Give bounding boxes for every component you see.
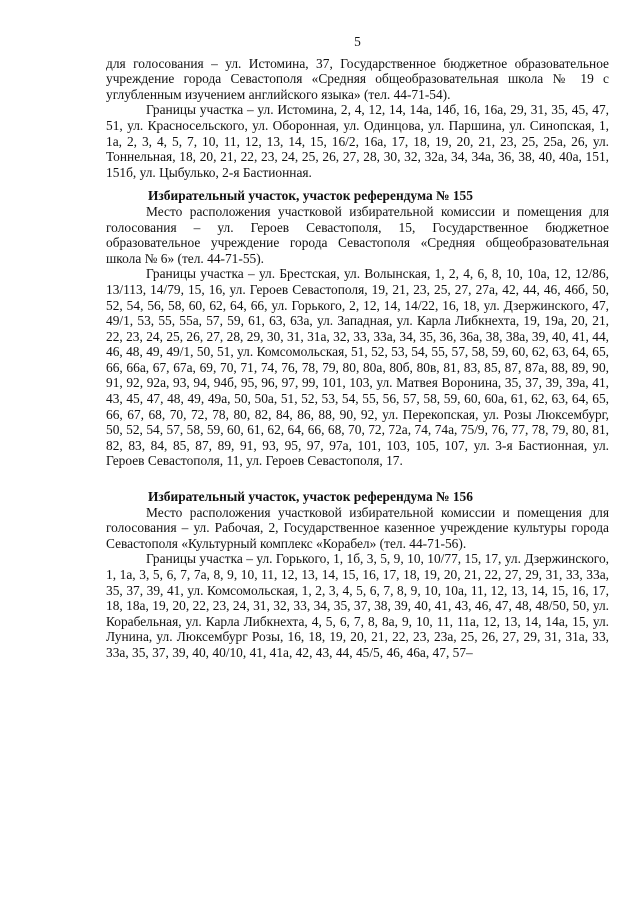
section-155-location-paragraph: Место расположения участковой избирательной комиссии и помещения для голосования – ул. Героев Севастополя, 15, Государственное бюджетное образовательное учреждение города Севастополя «Средняя общеобразовательная школа № 6» (тел. 44-71-55). bbox=[106, 203, 609, 266]
spacer bbox=[106, 469, 609, 489]
section-heading-156: Избирательный участок, участок референдума № 156 bbox=[148, 489, 473, 505]
section-156-boundaries-paragraph: Границы участка – ул. Горького, 1, 1б, 3, 5, 9, 10, 10/77, 15, 17, ул. Дзержинского, 1, 1а, 3, 5, 6, 7, 7а, 8, 9, 10, 11, 12, 13, 14, 15, 16, 17, 18, 19, 20, 21, 22, 27, 29, 31, 33, 33а, 35, 37, 39, 41, ул. Комсомольская, 1, 2, 3, 4, 5, 6, 7, 8, 9, 10, 10а, 11, 12, 13, 14, 15, 16, 17, 18, 18а, 19, 20, 22, 23, 24, 31, 32, 33, 34, 35, 37, 38, 39, 40, 41, 43, 46, 47, 48, 48/50, 50, ул. Корабельная, ул. Карла Либкнехта, 4, 5, 6, 7, 8, 8а, 9, 10, 11, 11а, 12, 13, 14, 14а, 15, ул. Лунина, ул. Люксембург Розы, 16, 18, 19, 20, 21, 22, 23, 23а, 25, 26, 27, 29, 31, 31а, 33, 33а, 35, 37, 39, 40, 40/10, 41, 41а, 42, 43, 44, 45/5, 46, 46а, 47, 57– bbox=[106, 551, 609, 660]
intro-boundaries-paragraph: Границы участка – ул. Истомина, 2, 4, 12, 14, 14а, 14б, 16, 16а, 29, 31, 35, 45, 47, 51, ул. Красносельского, ул. Оборонная, ул. Одинцова, ул. Паршина, ул. Синопская, 1, 1а, 2, 3, 4, 5, 7, 10, 11, 12, 13, 14, 15, 16/2, 16а, 17, 18, 19, 20, 21, 23, 25, 25а, 26, ул. Тоннельная, 18, 20, 21, 22, 23, 24, 25, 26, 27, 28, 30, 32, 32а, 34, 34а, 36, 38, 40, 40а, 151, 151б, ул. Цыбулько, 2-я Бастионная. bbox=[106, 102, 609, 180]
section-heading-155: Избирательный участок, участок референдума № 155 bbox=[148, 188, 473, 204]
page-number: 5 bbox=[354, 34, 361, 49]
section-156-location-paragraph: Место расположения участковой избирательной комиссии и помещения для голосования – ул. Рабочая, 2, Государственное казенное учреждение культуры города Севастополя «Культурный комплекс «Корабел» (тел. 44-71-56). bbox=[106, 504, 609, 551]
section-155-boundaries-paragraph: Границы участка – ул. Брестская, ул. Волынская, 1, 2, 4, 6, 8, 10, 10а, 12, 12/86, 13/113, 14/79, 15, 16, ул. Героев Севастополя, 19, 21, 23, 25, 27, 27а, 42, 44, 46, 46б, 50, 52, 54, 56, 58, 60, 62, 64, 66, ул. Горького, 2, 12, 14, 14/22, 16, 18, ул. Дзержинского, 47, 49/1, 53, 55, 55а, 57, 59, 61, 63, 63а, ул. Западная, ул. Карла Либкнехта, 19, 19а, 20, 21, 22, 23, 24, 25, 26, 27, 28, 29, 30, 31, 31а, 32, 33, 33а, 34, 35, 36, 36а, 38, 38а, 39, 40, 41, 44, 46, 48, 49, 49/1, 50, 51, ул. Комсомольская, 51, 52, 53, 54, 55, 57, 58, 59, 60, 62, 63, 64, 65, 66, 66а, 67, 67а, 69, 70, 71, 74, 76, 78, 79, 80, 80а, 80б, 80в, 81, 83, 85, 87, 87а, 88, 89, 90, 91, 92, 92а, 93, 94, 94б, 95, 96, 97, 99, 101, 103, ул. Матвея Воронина, 35, 37, 39, 39а, 41, 43, 45, 47, 48, 49, 49а, 50, 50а, 51, 52, 53, 54, 55, 56, 57, 58, 59, 60, 60а, 61, 62, 63, 64, 65, 66, 67, 68, 70, 72, 78, 80, 82, 84, 86, 88, 90, 92, ул. Перекопская, ул. Розы Люксембург, 50, 52, 54, 57, 58, 59, 60, 61, 62, 64, 66, 68, 70, 72, 72а, 74, 74а, 75/9, 76, 77, 78, 79, 80, 81, 82, 83, 84, 85, 87, 89, 91, 93, 95, 97, 97а, 101, 103, 105, 107, ул. 3-я Бастионная, ул. Героев Севастополя, 11, ул. Героев Севастополя, 17. bbox=[106, 266, 609, 469]
intro-location-paragraph: для голосования – ул. Истомина, 37, Государственное бюджетное образовательное учреждение города Севастополя «Средняя общеобразовательная школа № 19 с углубленным изучением английского языка» (тел. 44-71-54). bbox=[106, 55, 609, 102]
spacer bbox=[106, 180, 609, 188]
